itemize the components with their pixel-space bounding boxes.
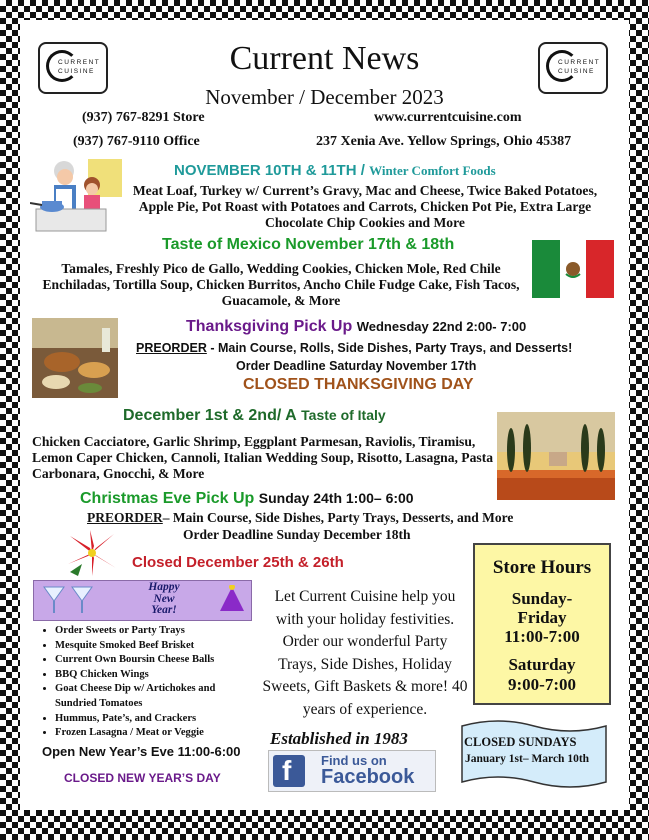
christmas-pickup-time: Sunday 24th 1:00– 6:00: [258, 490, 414, 506]
thanksgiving-preorder-text: - Main Course, Rolls, Side Dishes, Party Trays, and Desserts!: [206, 341, 573, 355]
newsletter-title: Current News: [229, 40, 420, 77]
thanksgiving-pickup-time: Wednesday 22nd 2:00- 7:00: [356, 319, 527, 334]
christmas-preorder: [87, 510, 513, 526]
logo-text-line1: CURRENT: [558, 59, 601, 66]
holiday-promo-text: Let Current Cuisine help you with your holiday festivities. Order our wonderful Party Trays, Side Dishes, Holiday Sweets, Gift Baskets & more! 40 years of experience.: [262, 588, 468, 718]
thanksgiving-heading: [186, 318, 526, 336]
thanksgiving-food-photo: [32, 318, 118, 398]
party-hat-icon: [216, 585, 248, 615]
established-text: Established in 1983: [270, 729, 408, 748]
thanksgiving-preorder: [136, 341, 572, 355]
store-hours-box: [473, 543, 611, 705]
facebook-find-text: Find us on: [321, 753, 387, 768]
weekday-hours: 11:00-7:00: [504, 627, 580, 646]
mexico-heading: Taste of Mexico November 17th & 18th: [162, 236, 455, 253]
saturday-label: Saturday: [508, 655, 576, 674]
november-dates: NOVEMBER 10TH & 11TH /: [174, 162, 365, 179]
tuscany-landscape-photo: [497, 412, 615, 500]
logo-text-line2: CUISINE: [558, 68, 595, 75]
facebook-button[interactable]: [268, 750, 436, 792]
list-item: • Goat Cheese Dip w/ Artichokes and Sundried Tomatoes: [55, 682, 259, 711]
list-item: • Mesquite Smoked Beef Brisket: [55, 639, 259, 654]
mexico-flag-icon: [532, 240, 614, 298]
thanksgiving-preorder-label: PREORDER: [136, 341, 207, 355]
november-heading: [174, 162, 496, 179]
banner-happy: Happy: [148, 581, 180, 593]
happy-new-year-banner: [33, 580, 252, 621]
mexico-menu: Tamales, Freshly Pico de Gallo, Wedding Cookies, Chicken Mole, Red Chile Enchiladas, Tortilla Soup, Chicken Burritos, Ancho Chile Fudge Cake, Fish Tacos, Guacamole, & More: [42, 261, 520, 308]
closed-sundays-dates: January 1st– March 10th: [465, 753, 590, 765]
november-menu: Meat Loaf, Turkey w/ Current’s Gravy, Mac and Cheese, Twice Baked Potatoes, Apple Pie, Pot Roast with Potatoes and Carrots, Chicken Pot Pie, Extra Large Chocolate Chip Cookies and More: [132, 183, 598, 230]
list-item: • Frozen Lasagna / Meat or Veggie: [55, 726, 259, 741]
store-hours-title: Store Hours: [492, 557, 592, 578]
thanksgiving-closed: CLOSED THANKSGIVING DAY: [243, 376, 474, 393]
christmas-heading: [80, 490, 414, 508]
happy-new-year-text: [116, 582, 212, 618]
closed-sundays-title: CLOSED SUNDAYS: [464, 735, 577, 749]
saturday-hours: 9:00-7:00: [508, 675, 576, 694]
new-years-eve-hours: Open New Year’s Eve 11:00-6:00: [42, 744, 241, 759]
logo-text-line1: CURRENT: [58, 59, 101, 66]
grandma-cooking-illustration: [30, 155, 126, 237]
website[interactable]: www.currentcuisine.com: [374, 110, 522, 125]
newsletter-date: November / December 2023: [205, 85, 444, 109]
weekday-label: Sunday-Friday: [511, 589, 573, 627]
office-phone: (937) 767-9110 Office: [73, 134, 200, 149]
banner-year: Year!: [151, 604, 177, 616]
banner-new: New: [153, 592, 175, 605]
new-years-day-closed: CLOSED NEW YEAR’S DAY: [64, 771, 221, 785]
new-year-items: [37, 624, 259, 741]
italy-menu: Chicken Cacciatore, Garlic Shrimp, Eggplant Parmesan, Raviolis, Tiramisu, Lemon Caper Chicken, Cannoli, Italian Wedding Soup, Risotto, Lasagna, Pasta Carbonara, Gnocchi, & More: [32, 434, 494, 481]
list-item: • Current Own Boursin Cheese Balls: [55, 653, 259, 668]
list-item: • Hummus, Pate’s, and Crackers: [55, 712, 259, 727]
list-item: • BBQ Chicken Wings: [55, 668, 259, 683]
facebook-name-text: Facebook: [321, 766, 415, 788]
logo-text-line2: CUISINE: [58, 68, 95, 75]
italy-dates: December 1st & 2nd/ A: [123, 407, 297, 424]
november-theme: Winter Comfort Foods: [369, 163, 496, 178]
list-item: • Order Sweets or Party Trays: [55, 624, 259, 639]
christmas-preorder-label: PREORDER: [87, 510, 163, 525]
italy-theme: Taste of Italy: [301, 407, 386, 423]
facebook-icon: f: [273, 755, 305, 787]
champagne-glasses-icon: [36, 583, 100, 617]
christmas-closed: Closed December 25th & 26th: [132, 554, 344, 571]
christmas-title: Christmas Eve Pick Up: [80, 490, 255, 507]
christmas-deadline: Order Deadline Sunday December 18th: [183, 527, 411, 542]
new-year-list: [37, 624, 259, 741]
poinsettia-icon: [60, 528, 124, 578]
thanksgiving-deadline: Order Deadline Saturday November 17th: [236, 359, 477, 373]
store-phone: (937) 767-8291 Store: [82, 110, 205, 125]
address: 237 Xenia Ave. Yellow Springs, Ohio 45387: [316, 134, 572, 149]
christmas-preorder-text: – Main Course, Side Dishes, Party Trays, Desserts, and More: [162, 510, 514, 525]
thanksgiving-title: Thanksgiving Pick Up: [186, 318, 353, 335]
italy-heading: [123, 407, 386, 425]
